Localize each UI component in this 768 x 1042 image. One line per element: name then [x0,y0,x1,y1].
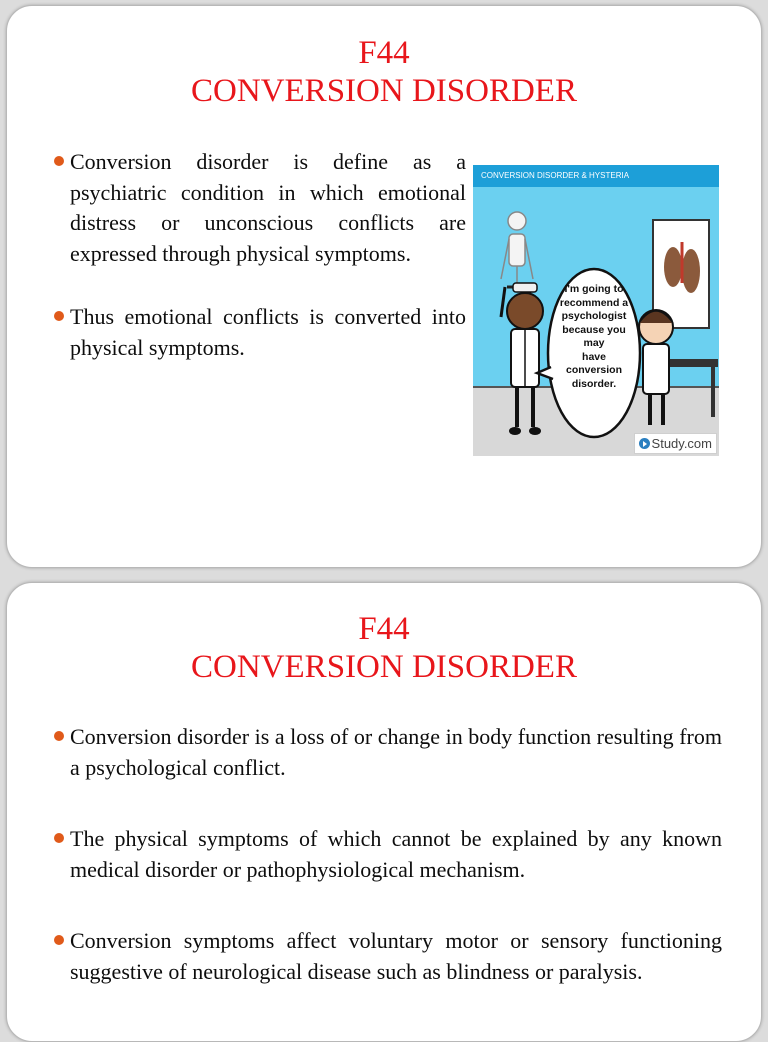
title-text: CONVERSION DISORDER [191,73,577,109]
play-icon [639,438,650,449]
slide-2 [6,582,762,1042]
illustration-header: CONVERSION DISORDER & HYSTERIA [473,165,719,187]
list-item: The physical symptoms of which cannot be explained by any known medical disorder or pathophysiological mechanism. [48,824,722,885]
speech-bubble-text: I'm going to recommend a psychologist because you may have conversion disorder. [559,283,629,390]
list-item: Conversion disorder is define as a psychiatric condition in which emotional distress or unconscious conflicts are expressed through physical symptoms. [48,147,466,269]
bullet-list [48,722,722,987]
conversion-disorder-illustration [473,165,719,456]
slide-1 [6,5,762,568]
bullet-icon [54,311,64,321]
bullet-icon [54,833,64,843]
list-item: Conversion disorder is a loss of or change in body function resulting from a psychological conflict. [48,722,722,783]
title-code: F44 [358,35,410,71]
list-item: Conversion symptoms affect voluntary motor or sensory functioning suggestive of neurological disease such as blindness or paralysis. [48,926,722,987]
slide-title [7,610,761,686]
title-text: CONVERSION DISORDER [191,649,577,685]
bullet-list [48,147,466,363]
bullet-icon [54,156,64,166]
list-item: Thus emotional conflicts is converted into physical symptoms. [48,302,466,363]
bullet-icon [54,731,64,741]
bullet-icon [54,935,64,945]
title-code: F44 [358,611,410,647]
study-com-logo: Study.com [634,433,717,454]
slide-title [7,34,761,110]
